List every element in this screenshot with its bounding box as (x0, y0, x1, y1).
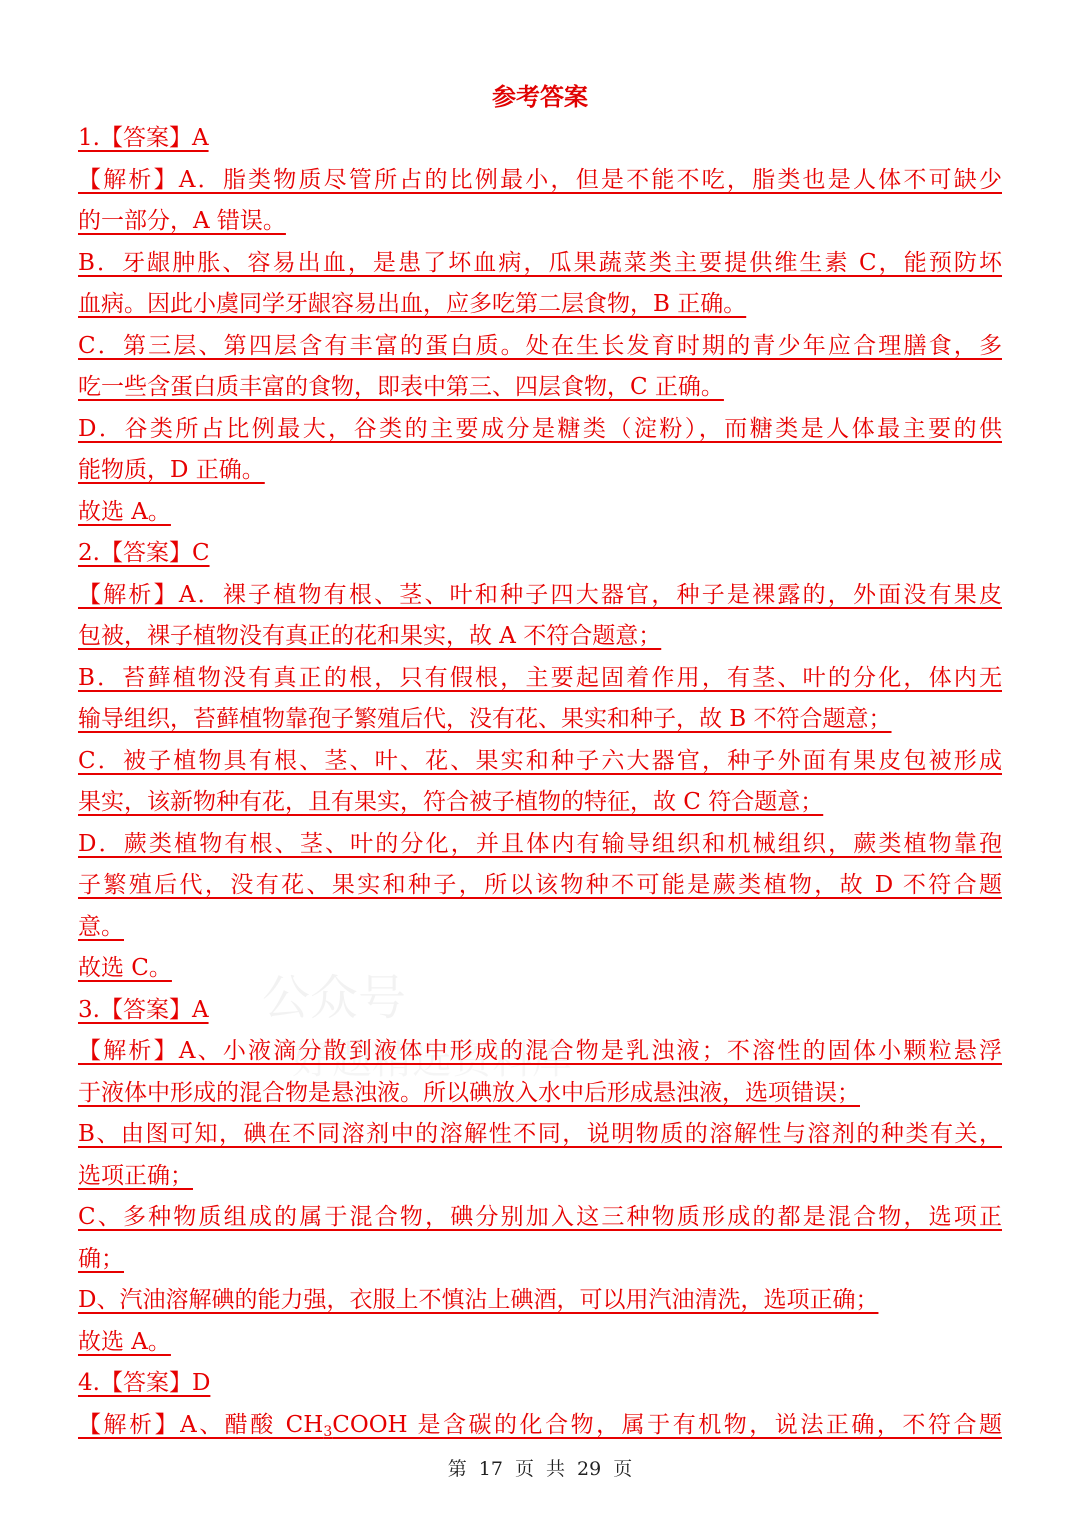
text-line-content: 故选 C。 (78, 955, 172, 981)
text-line-content (78, 1405, 1002, 1447)
text-line-content: B、由图可知，碘在不同溶剂中的溶解性不同，说明物质的溶解性与溶剂的种类有关， (78, 1121, 1002, 1147)
formula-suffix: COOH 是含碳的化合物，属于有机物，说法正确，不符合题 (332, 1411, 1002, 1438)
text-line (78, 824, 1006, 866)
text-line (78, 201, 1006, 243)
text-line-content: 选项正确； (78, 1162, 193, 1189)
text-line (78, 990, 1006, 1032)
text-line-content: 3.【答案】A (78, 996, 209, 1023)
text-line-content: 故选 A。 (78, 1328, 171, 1355)
text-line-content: 血病。因此小虞同学牙龈容易出血，应多吃第二层食物，B 正确。 (78, 291, 747, 317)
text-line-content: D、汽油溶解碘的能力强，衣服上不慎沾上碘酒，可以用汽油清洗，选项正确； (78, 1287, 879, 1313)
text-line (78, 575, 1006, 617)
text-line-content: B．苔藓植物没有真正的根，只有假根，主要起固着作用，有茎、叶的分化，体内无 (78, 664, 1002, 691)
text-line-content: C．第三层、第四层含有丰富的蛋白质。处在生长发育时期的青少年应合理膳食，多 (78, 332, 1002, 359)
text-line-content: 1.【答案】A (78, 125, 209, 151)
text-line-content: C．被子植物具有根、茎、叶、花、果实和种子六大器官，种子外面有果皮包被形成 (78, 747, 1002, 774)
text-line-content: D．谷类所占比例最大，谷类的主要成分是糖类（淀粉），而糖类是人体最主要的供 (78, 415, 1002, 442)
text-line-content: 果实，该新物种有花，且有果实，符合被子植物的特征，故 C 符合题意； (78, 789, 824, 815)
answer-content (78, 118, 1006, 1446)
text-line (78, 1239, 1006, 1281)
text-line (78, 865, 1006, 907)
text-line-content: 【解析】A．脂类物质尽管所占的比例最小，但是不能不吃，脂类也是人体不可缺少 (78, 166, 1002, 193)
text-line-content: 的一部分，A 错误。 (78, 208, 286, 234)
text-line-content: C、多种物质组成的属于混合物，碘分别加入这三种物质形成的都是混合物，选项正 (78, 1204, 1002, 1230)
text-line-content: 【解析】A、小液滴分散到液体中形成的混合物是乳浊液；不溶性的固体小颗粒悬浮 (78, 1038, 1002, 1064)
text-line-content: 子繁殖后代，没有花、果实和种子，所以该物种不可能是蕨类植物，故 D 不符合题 (78, 872, 1002, 898)
text-line-content: 意。 (78, 913, 124, 940)
formula-subscript: 3 (323, 1423, 333, 1440)
text-line (78, 782, 1006, 824)
text-line-content: 于液体中形成的混合物是悬浊液。所以碘放入水中后形成悬浊液，选项错误； (78, 1079, 860, 1106)
text-line-content: 输导组织，苔藓植物靠孢子繁殖后代，没有花、果实和种子，故 B 不符合题意； (78, 706, 892, 732)
text-line (78, 160, 1006, 202)
text-line (78, 367, 1006, 409)
text-line (78, 533, 1006, 575)
page-footer: 第 17 页 共 29 页 (447, 1458, 633, 1480)
text-line (78, 243, 1006, 285)
text-line (78, 1405, 1006, 1447)
text-line-content: B．牙龈肿胀、容易出血，是患了坏血病，瓜果蔬菜类主要提供维生素 C，能预防坏 (78, 249, 1002, 276)
text-line (78, 284, 1006, 326)
text-line-content: D．蕨类植物有根、茎、叶的分化，并且体内有输导组织和机械组织，蕨类植物靠孢 (78, 830, 1002, 857)
text-line (78, 409, 1006, 451)
text-line (78, 616, 1006, 658)
text-line-content: 【解析】A．裸子植物有根、茎、叶和种子四大器官，种子是裸露的，外面没有果皮 (78, 581, 1002, 608)
text-line (78, 1114, 1006, 1156)
text-line (78, 118, 1006, 160)
text-line (78, 492, 1006, 534)
text-line (78, 658, 1006, 700)
text-line-content: 吃一些含蛋白质丰富的食物，即表中第三、四层食物，C 正确。 (78, 374, 724, 400)
text-line (78, 741, 1006, 783)
text-line (78, 1197, 1006, 1239)
text-line-content: 2.【答案】C (78, 540, 210, 566)
text-line (78, 1363, 1006, 1405)
text-line (78, 699, 1006, 741)
page-title: 参考答案 (492, 82, 588, 111)
formula-prefix: 【解析】A、醋酸 CH (78, 1411, 324, 1438)
text-line (78, 907, 1006, 949)
text-line (78, 1031, 1006, 1073)
text-line (78, 948, 1006, 990)
text-line-content: 包被，裸子植物没有真正的花和果实，故 A 不符合题意； (78, 623, 662, 649)
text-line (78, 326, 1006, 368)
watermark: 公众号 (262, 970, 407, 1026)
text-line-content: 能物质，D 正确。 (78, 457, 265, 483)
text-line (78, 450, 1006, 492)
text-line (78, 1322, 1006, 1364)
text-line (78, 1156, 1006, 1198)
text-line-content: 4.【答案】D (78, 1370, 211, 1396)
text-line (78, 1280, 1006, 1322)
text-line (78, 1073, 1006, 1115)
text-line-content: 确； (78, 1245, 124, 1272)
text-line-content: 故选 A。 (78, 498, 171, 525)
